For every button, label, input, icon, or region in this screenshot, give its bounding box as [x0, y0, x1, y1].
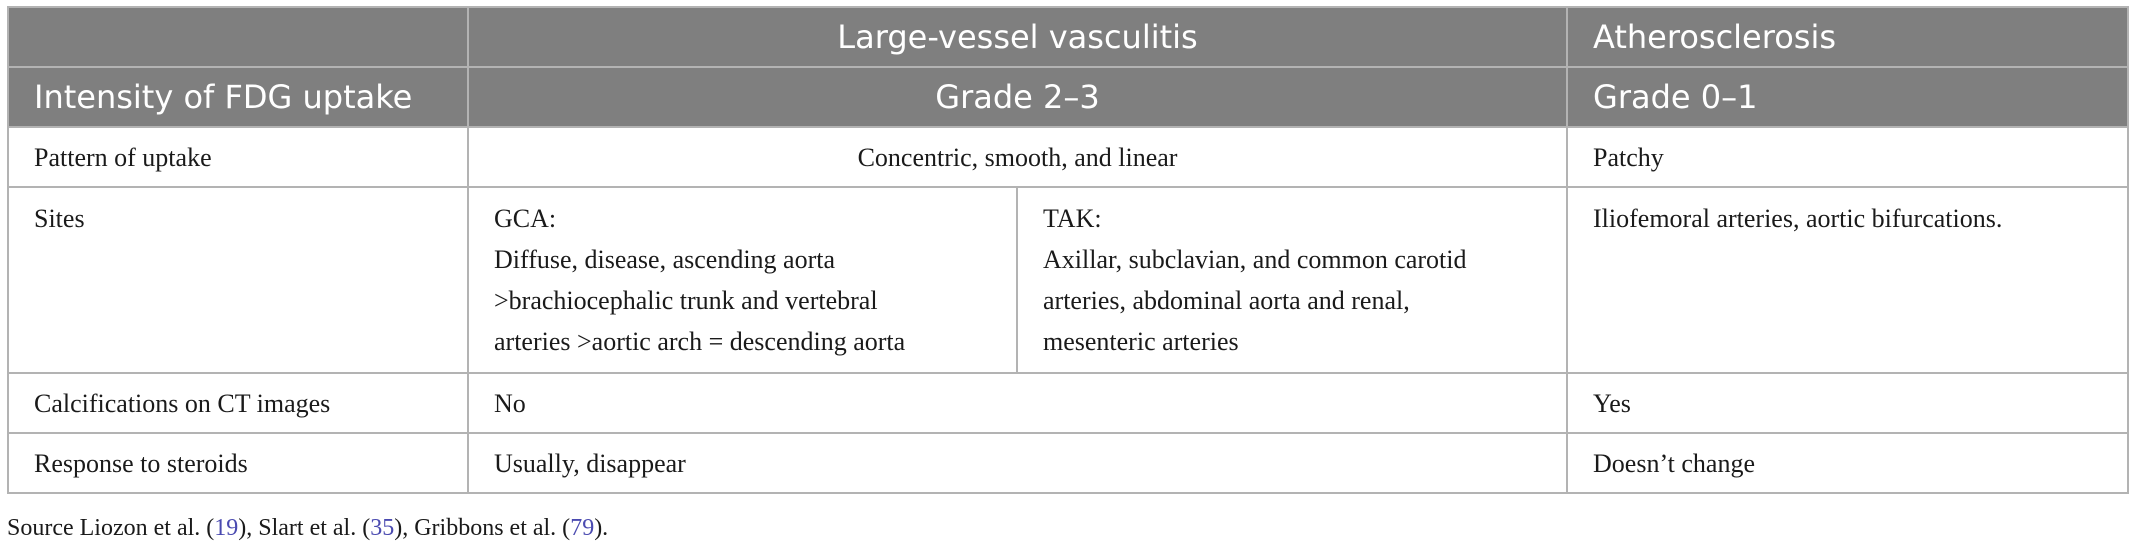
- header-sub-row: [8, 67, 2128, 127]
- gca-line: >brachiocephalic trunk and vertebral: [494, 286, 878, 315]
- cell-steroids-large-vessel: Usually, disappear: [468, 433, 1567, 493]
- table-row-sites: [8, 187, 2128, 373]
- header-group-row: [8, 7, 2128, 67]
- cell-pattern-large-vessel: Concentric, smooth, and linear: [468, 127, 1567, 187]
- gca-title: GCA:: [494, 204, 557, 233]
- gca-line: Diffuse, disease, ascending aorta: [494, 245, 836, 274]
- reference-link-35[interactable]: 35: [370, 515, 395, 541]
- footnote-text: ), Gribbons et al. (: [394, 515, 571, 541]
- footnote-text: Source Liozon et al. (: [7, 515, 215, 541]
- reference-link-19[interactable]: 19: [214, 515, 239, 541]
- header-large-vessel-grade: Grade 2–3: [468, 67, 1567, 127]
- footnote-text: ).: [594, 515, 609, 541]
- cell-sites-tak: [1017, 187, 1567, 373]
- header-athero-grade: Grade 0–1: [1567, 67, 2128, 127]
- tak-line: Axillar, subclavian, and common carotid: [1043, 245, 1467, 274]
- gca-line: arteries >aortic arch = descending aorta: [494, 327, 906, 356]
- header-atherosclerosis: Atherosclerosis: [1567, 7, 2128, 67]
- row-label-sites: Sites: [8, 187, 468, 373]
- cell-sites-gca: [468, 187, 1017, 373]
- row-label-calcifications: Calcifications on CT images: [8, 373, 468, 433]
- row-label-pattern: Pattern of uptake: [8, 127, 468, 187]
- table-row-pattern: [8, 127, 2128, 187]
- footnote-text: ), Slart et al. (: [238, 515, 371, 541]
- tak-line: mesenteric arteries: [1043, 327, 1239, 356]
- tak-line: arteries, abdominal aorta and renal,: [1043, 286, 1410, 315]
- tak-title: TAK:: [1043, 204, 1102, 233]
- cell-calcifications-large-vessel: No: [468, 373, 1567, 433]
- cell-pattern-athero: Patchy: [1567, 127, 2128, 187]
- cell-sites-athero: Iliofemoral arteries, aortic bifurcations.: [1567, 187, 2128, 373]
- header-empty-cell: [8, 7, 468, 67]
- header-intensity-label: Intensity of FDG uptake: [8, 67, 468, 127]
- comparison-table: [7, 6, 2129, 494]
- row-label-steroids: Response to steroids: [8, 433, 468, 493]
- cell-calcifications-athero: Yes: [1567, 373, 2128, 433]
- table-row-calcifications: [8, 373, 2128, 433]
- header-large-vessel-vasculitis: Large-vessel vasculitis: [468, 7, 1567, 67]
- cell-steroids-athero: Doesn’t change: [1567, 433, 2128, 493]
- reference-link-79[interactable]: 79: [570, 515, 595, 541]
- source-footnote: [7, 515, 608, 542]
- table-row-steroids: [8, 433, 2128, 493]
